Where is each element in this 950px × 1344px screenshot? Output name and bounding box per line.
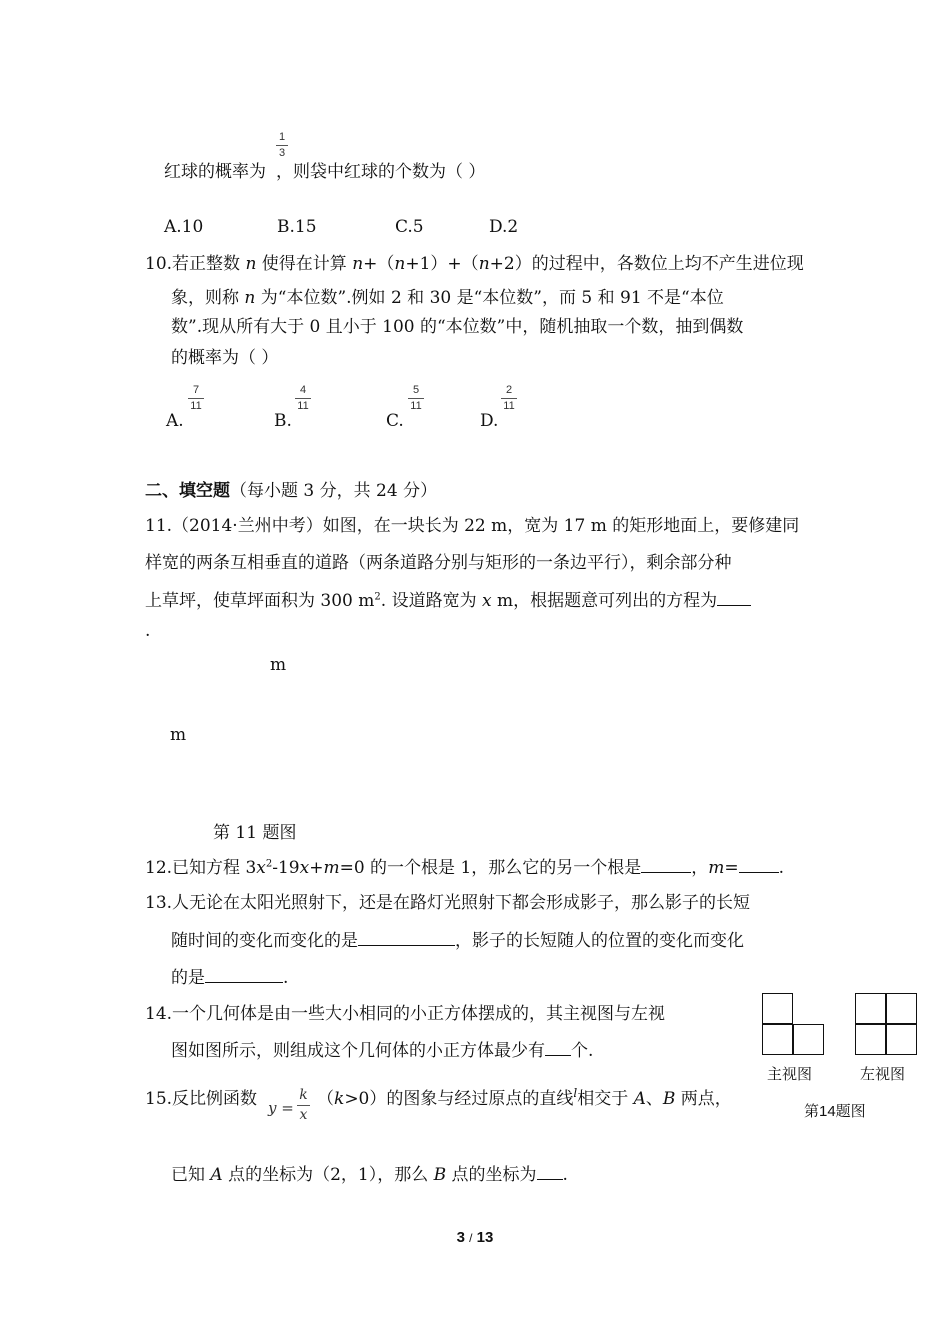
q10-option-d-label: D.: [480, 411, 499, 431]
q11-line2: 样宽的两条互相垂直的道路（两条道路分别与矩形的一条边平行），剩余部分种: [145, 553, 732, 573]
q14-line1: 14.一个几何体是由一些大小相同的小正方体摆成的，其主视图与左视: [145, 1004, 666, 1024]
q10-line1: 10.若正整数 n 使得在计算 n+（n+1）+（n+2）的过程中，各数位上均不产生进位现: [145, 254, 804, 274]
q13-line3: 的是 .: [171, 968, 289, 988]
q14-line2: 图如图所示，则组成这个几何体的小正方体最少有 个.: [171, 1041, 594, 1061]
q10-line2: 象，则称 n 为“本位数”.例如 2 和 30 是“本位数”，而 5 和 91 不是“本位: [171, 288, 724, 308]
left-view-label: 左视图: [860, 1066, 906, 1083]
q10-option-d-fraction: 2 11: [501, 384, 517, 413]
q12-root-blank[interactable]: [641, 858, 691, 873]
q11-figure-label-left: m: [170, 725, 187, 745]
front-view-label: 主视图: [767, 1066, 813, 1083]
cube-square: [762, 1024, 793, 1055]
q13-blank-2[interactable]: [205, 968, 283, 983]
q13-line1: 13.人无论在太阳光照射下，还是在路灯光照射下都会形成影子，那么影子的长短: [145, 893, 751, 913]
q9-line: 红球的概率为 ，则袋中红球的个数为（ ）: [164, 162, 486, 182]
q11-line3: 上草坪，使草坪面积为 300 $m^2$. 设道路宽为 x m，根据题意可列出的方程为: [145, 586, 751, 611]
q10-option-c-fraction: 5 11: [408, 384, 424, 413]
q15-line1-rest: （k>0）的图象与经过原点的直线$^l$相交于 A、B 两点，: [317, 1086, 732, 1109]
q11-line1: 11.（2014·兰州中考）如图，在一块长为 22 m，宽为 17 m 的矩形地面上，要修建同: [145, 516, 800, 536]
q10-option-c-label: C.: [386, 411, 404, 431]
cube-square: [886, 993, 917, 1024]
q15-answer-blank[interactable]: [537, 1165, 563, 1180]
q10-option-b-fraction: 4 11: [295, 384, 311, 413]
q10-option-a-label: A.: [166, 411, 184, 431]
frac-den: 3: [278, 147, 286, 159]
q15-line1-start: 15.反比例函数: [145, 1089, 258, 1109]
cube-square: [855, 993, 886, 1024]
q10-line3: 数”.现从所有大于 0 且小于 100 的“本位数”中，随机抽取一个数，抽到偶数: [171, 317, 744, 337]
q13-blank-1[interactable]: [358, 931, 455, 946]
q14-answer-blank[interactable]: [545, 1041, 571, 1056]
q10-line4: 的概率为（ ）: [171, 348, 279, 368]
q14-figure-caption: 第14题图: [804, 1103, 866, 1120]
cube-square: [886, 1024, 917, 1055]
q11-answer-blank[interactable]: [717, 591, 751, 606]
frac-num: 1: [278, 131, 286, 143]
fraction-one-third: [276, 131, 288, 160]
q10-option-a-fraction: 7 11: [188, 384, 204, 413]
cube-square: [762, 993, 793, 1024]
q11-figure-caption: 第 11 题图: [213, 823, 297, 843]
q11-line4: .: [145, 621, 151, 641]
q12-line: 12.已知方程 $3x^2-19x+m=0$ 的一个根是 1，那么它的另一个根是 ，m= .: [145, 858, 785, 878]
q15-line2: 已知 A 点的坐标为（2，1），那么 B 点的坐标为 .: [171, 1165, 568, 1185]
q12-m-blank[interactable]: [739, 858, 779, 873]
q10-option-b-label: B.: [274, 411, 292, 431]
page-number: 3 / 13: [456, 1229, 494, 1246]
q15-formula-fraction: k x: [297, 1087, 310, 1124]
cube-square: [855, 1024, 886, 1055]
q9-option-c: C.5: [395, 217, 424, 237]
section-title: 二、填空题（每小题 3 分，共 24 分）: [145, 481, 438, 501]
q9-option-d: D.2: [489, 217, 519, 237]
q9-option-b: B.15: [277, 217, 317, 237]
q11-figure-label-top: m: [270, 655, 287, 675]
q13-line2: 随时间的变化而变化的是 ，影子的长短随人的位置的变化而变化: [171, 931, 744, 951]
cube-square: [793, 1024, 824, 1055]
q9-option-a: A.10: [164, 217, 204, 237]
q15-formula-y: y =: [268, 1099, 294, 1117]
